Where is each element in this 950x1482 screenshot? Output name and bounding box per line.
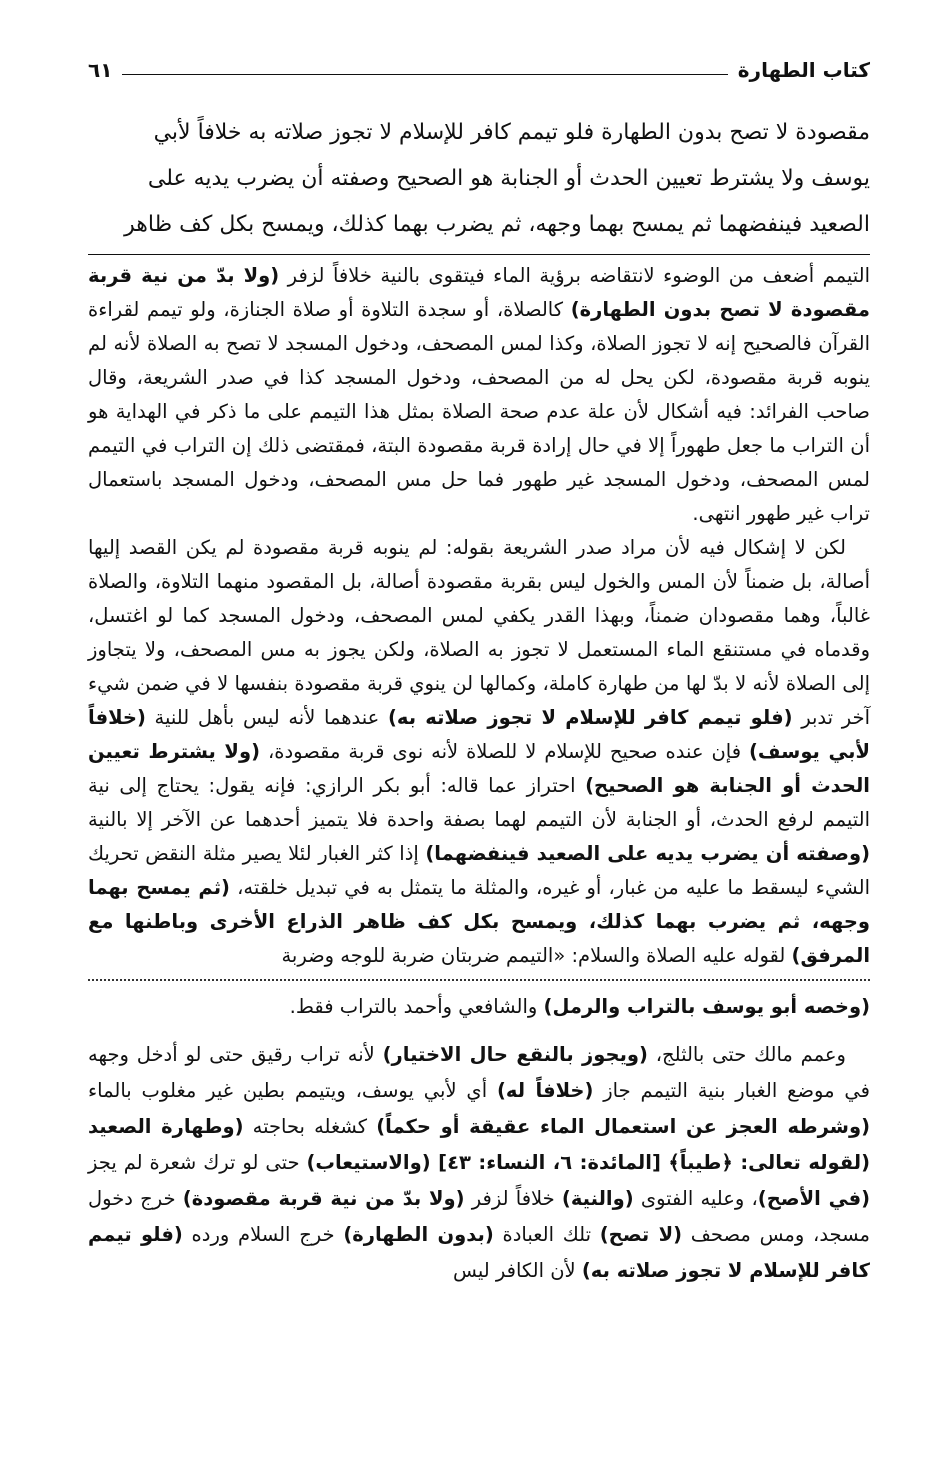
commentary-text-run: احتراز عما قاله: أبو بكر الرازي: فإنه يقول: يحتاج إلى نية التيمم لرفع الحدث، أو الجنابة لأن التيمم لهما بصفة واحدة فلا يتميز أحدهما عن الآخر إلا بالنية	[88, 774, 870, 831]
quoted-matn: (ولا بدّ من نية قربة مقصودة لا تصح بدون الطهارة)	[88, 264, 870, 321]
commentary-text-run: لكن لا إشكال فيه لأن مراد صدر الشريعة بقوله: لم ينوبه قربة مقصودة لم يكن القصد إليها أصالة، بل ضمناً لأن المس والخول ليس بقربة مقصودة أصالة، بل المقصود منهما التلاوة، والصلاة غالباً، وهما مقصودان ضمناً، وبهذا القدر يكفي لمس المصحف، ودخول المسجد كما لو اغتسل، وقدماه في مستنقع الماء المستعمل لا تجوز به الصلاة، ولكن يجوز به مس المصحف، ولا يتجاوز إلى الصلاة لأنه لا بدّ لها من طهارة كاملة، وكمالها لن ينوي قربة مقصودة بنفسها لا في ضمن شيء آخر تدبر	[88, 536, 870, 729]
commentary-paragraph	[88, 989, 870, 1025]
dotted-divider	[88, 979, 870, 981]
quoted-matn: (وشرطه العجز عن استعمال الماء عقيقة أو حكماً)	[376, 1115, 870, 1138]
matn-line: يوسف ولا يشترط تعيين الحدث أو الجنابة هو الصحيح وصفته أن يضرب يديه على	[147, 166, 870, 191]
running-header	[88, 52, 870, 88]
quoted-matn: (فلو تيمم كافر للإسلام لا تجوز صلاته به)	[387, 706, 793, 729]
commentary-text-run: إذا كثر الغبار لئلا يصير مثلة النقض تحريك الشيء ليسقط ما عليه من غبار، أو غيره، والمثلة ما يتمثل به في تبديل خلقته،	[88, 842, 870, 899]
commentary-text-run: لأنه تراب رقيق حتى لو أدخل وجهه في موضع الغبار بنية التيمم جاز	[88, 1043, 870, 1102]
book-page	[88, 52, 870, 1432]
commentary-text-run: والشافعي وأحمد بالتراب فقط.	[289, 995, 544, 1018]
commentary-text-run: تلك العبادة	[493, 1223, 600, 1246]
quoted-matn: (فلو تيمم كافر للإسلام لا تجوز صلاته به)	[88, 1223, 870, 1282]
commentary-paragraph	[88, 259, 870, 531]
quoted-matn: (ويجوز بالنقع حال الاختيار)	[382, 1043, 648, 1066]
commentary-text-run: عندهما لأنه ليس بأهل للنية	[145, 706, 388, 729]
quoted-matn: (خلافاً لأبي يوسف)	[88, 706, 871, 763]
commentary-text-run: حتى لو ترك شعرة لم يجز	[88, 1151, 307, 1174]
second-commentary-text	[88, 989, 870, 1289]
commentary-text-run: ، وعليه الفتوى	[633, 1187, 758, 1210]
matn-divider	[88, 254, 870, 255]
matn-line: مقصودة لا تصح بدون الطهارة فلو تيمم كافر للإسلام لا تجوز صلاته به خلافاً لأبي	[153, 120, 870, 145]
commentary-text-run: وعمم مالك حتى بالثلج،	[647, 1043, 846, 1066]
commentary-text-run: خرج دخول مسجد، ومس مصحف	[88, 1187, 870, 1246]
quoted-matn: (ثم يمسح بهما وجهه، ثم يضرب بهما كذلك، ويمسح بكل كف ظاهر الذراع الأخرى وباطنها مع المرفق)	[88, 876, 870, 967]
commentary-text-run: خلافاً لزفر	[464, 1187, 562, 1210]
commentary-text-run: لأن الكافر ليس	[453, 1259, 582, 1282]
commentary-text-run: التيمم أضعف من الوضوء لانتقاضه برؤية الماء فيتقوى بالنية خلافاً لزفر	[279, 264, 870, 287]
header-rule	[122, 74, 727, 75]
commentary-paragraph	[88, 1037, 870, 1289]
quoted-matn: (ولا بدّ من نية قربة مقصودة)	[182, 1187, 465, 1210]
quoted-matn: (والنية)	[561, 1187, 634, 1210]
commentary-paragraph	[88, 531, 870, 973]
quoted-matn: (خلافاً له)	[496, 1079, 594, 1102]
commentary-text-run: لقوله عليه الصلاة والسلام: «التيمم ضربتان ضربة للوجه وضربة	[281, 944, 792, 967]
quoted-matn: (بدون الطهارة)	[343, 1223, 494, 1246]
quoted-matn: (وصفته أن يضرب يديه على الصعيد فينفضهما)	[425, 842, 870, 865]
book-title: كتاب الطهارة	[737, 58, 870, 82]
commentary-text-run: فإن عنده صحيح للإسلام لا للصلاة لأنه نوى قربة مقصودة،	[260, 740, 750, 763]
quoted-matn: (وخصه أبو يوسف بالتراب والرمل)	[543, 995, 870, 1018]
quoted-matn: (ولا يشترط تعيين الحدث أو الجنابة هو الصحيح)	[88, 740, 870, 797]
quoted-matn: (وطهارة الصعيد (لقوله تعالى: ﴿طيباً﴾ [المائدة: ٦، النساء: ٤٣] (والاستيعاب)	[88, 1115, 871, 1174]
commentary-text-run: كشغله بحاجته	[243, 1115, 377, 1138]
matn-text	[88, 110, 870, 248]
quoted-matn: (في الأصح)	[757, 1187, 871, 1210]
commentary-text-run: خرج السلام ورده	[182, 1223, 344, 1246]
page-number: ٦١	[88, 58, 113, 82]
commentary-text-run: كالصلاة، أو سجدة التلاوة أو صلاة الجنازة، ولو تيمم لقراءة القرآن فالصحيح إنه لا تجوز الصلاة، وكذا لمس المصحف، ودخول المسجد لا تصح به الصلاة لأنه لم ينوبه قربة مقصودة، لكن يحل له من المصحف، ودخول المسجد كذا في صدر الشريعة، وقال صاحب الفرائد: فيه أشكال لأن علة عدم صحة الصلاة بمثل هذا التيمم على ما ذكر في الهداية هو أن التراب ما جعل طهوراً إلا في حال إرادة قربة مقصودة البتة، فمقتضى ذلك إن التراب في التيمم لمس المصحف، ودخول المسجد غير طهور فما حل مس المصحف، ودخول المسجد باستعمال تراب غير طهور انتهى.	[88, 298, 870, 525]
quoted-matn: (لا تصح)	[599, 1223, 682, 1246]
commentary-text-run: أي لأبي يوسف، ويتيمم بطين غير مغلوب بالماء	[88, 1079, 497, 1102]
commentary-text	[88, 259, 870, 973]
matn-line: الصعيد فينفضهما ثم يمسح بهما وجهه، ثم يضرب بهما كذلك، ويمسح بكل كف ظاهر	[124, 212, 870, 237]
